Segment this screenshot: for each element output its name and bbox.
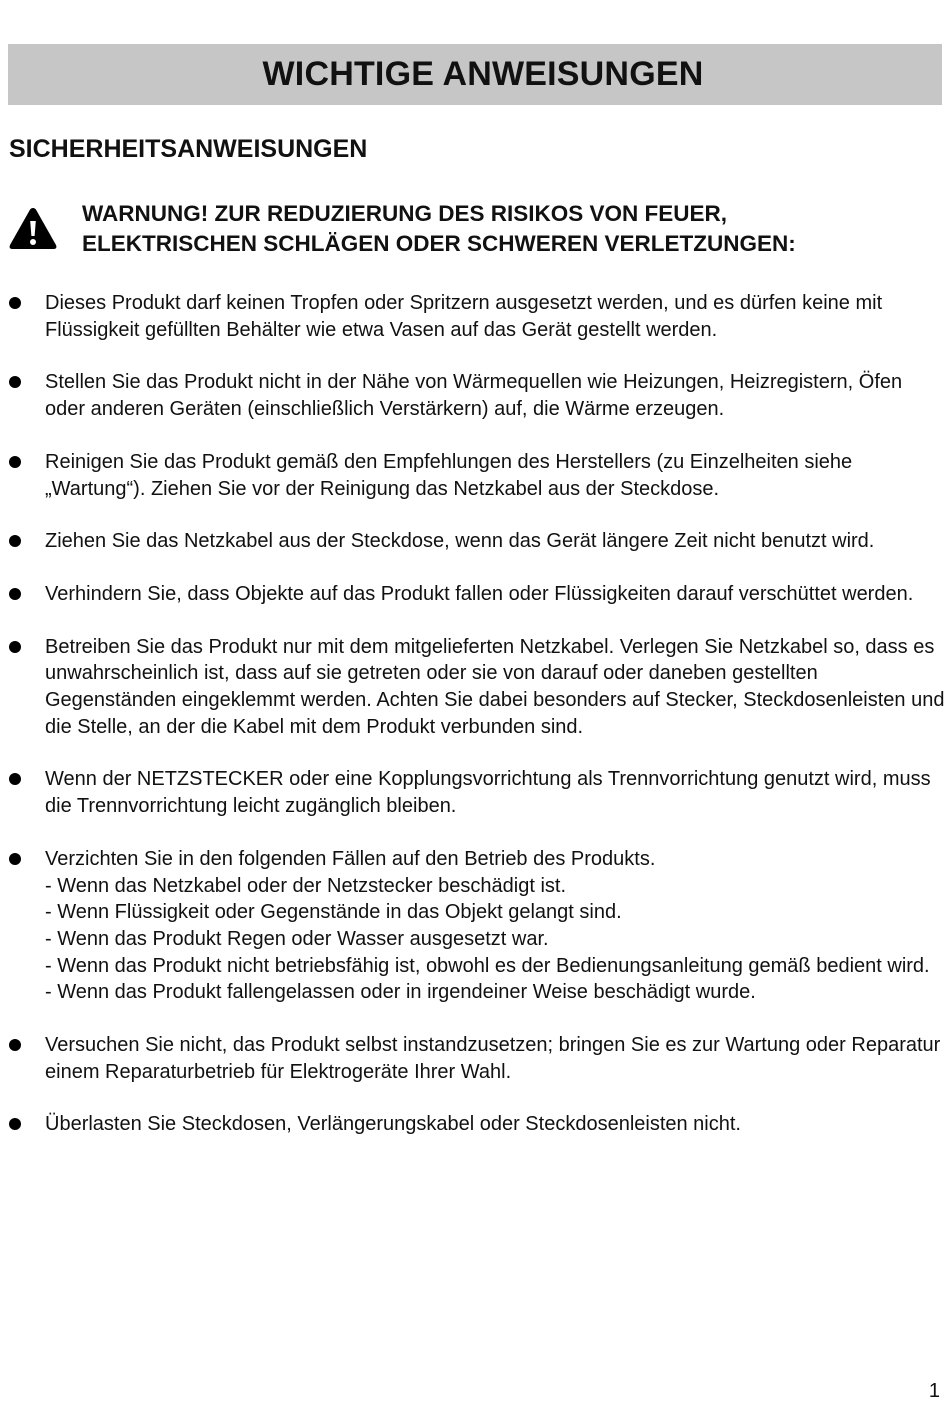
- list-item-text: Wenn der NETZSTECKER oder eine Kopplungsvorrichtung als Trennvorrichtung genutzt wird, muss die Trennvorrichtung leicht zugänglich bleiben.: [45, 768, 931, 818]
- warning-text: [82, 199, 796, 259]
- list-item: [0, 581, 950, 608]
- list-item-text: Stellen Sie das Produkt nicht in der Nähe von Wärmequellen wie Heizungen, Heizregistern, Öfen oder anderen Geräten (einschließlich Verstärkern) auf, die Wärme erzeugen.: [45, 371, 903, 421]
- warning-triangle-icon: [8, 205, 58, 251]
- bullet-icon: [9, 641, 21, 653]
- list-item-text: Ziehen Sie das Netzkabel aus der Steckdose, wenn das Gerät längere Zeit nicht benutzt wird.: [45, 530, 875, 553]
- list-item: [0, 369, 950, 422]
- list-item-text: Überlasten Sie Steckdosen, Verlängerungskabel oder Steckdosenleisten nicht.: [45, 1113, 741, 1136]
- list-item: [0, 1032, 950, 1085]
- bullet-icon: [9, 1118, 21, 1130]
- sub-list-item: - Wenn das Produkt Regen oder Wasser ausgesetzt war.: [45, 927, 549, 950]
- bullet-icon: [9, 376, 21, 388]
- warning-line-1: WARNUNG! ZUR REDUZIERUNG DES RISIKOS VON FEUER,: [82, 201, 728, 226]
- list-item-text: Reinigen Sie das Produkt gemäß den Empfehlungen des Herstellers (zu Einzelheiten siehe „Wartung“). Ziehen Sie vor der Reinigung das Netzkabel aus der Steckdose.: [45, 450, 853, 500]
- sub-list-item: - Wenn Flüssigkeit oder Gegenstände in das Objekt gelangt sind.: [45, 901, 622, 924]
- list-item-text: Verzichten Sie in den folgenden Fällen auf den Betrieb des Produkts.: [45, 847, 656, 870]
- sub-list-item: - Wenn das Produkt nicht betriebsfähig ist, obwohl es der Bedienungsanleitung gemäß bedient wird.: [45, 954, 930, 977]
- bullet-icon: [9, 773, 21, 785]
- bullet-icon: [9, 853, 21, 865]
- bullet-icon: [9, 297, 21, 309]
- safety-instructions-list: [0, 290, 950, 1164]
- list-item: [0, 449, 950, 502]
- list-item: [0, 290, 950, 343]
- list-item: [0, 846, 950, 1006]
- list-item-text: Versuchen Sie nicht, das Produkt selbst instandzusetzen; bringen Sie es zur Wartung oder Reparatur einem Reparaturbetrieb für Elektrogeräte Ihrer Wahl.: [45, 1034, 941, 1083]
- bullet-icon: [9, 456, 21, 468]
- list-item-text: Dieses Produkt darf keinen Tropfen oder Spritzern ausgesetzt werden, und es dürfen keine mit Flüssigkeit gefüllten Behälter wie etwa Vasen auf das Gerät gestellt werden.: [45, 292, 883, 341]
- sub-list-item: - Wenn das Produkt fallengelassen oder in irgendeiner Weise beschädigt wurde.: [45, 981, 756, 1004]
- title-bar: [8, 44, 942, 105]
- list-item: [0, 528, 950, 555]
- list-item: [0, 766, 950, 819]
- bullet-icon: [9, 588, 21, 600]
- sub-list-item: - Wenn das Netzkabel oder der Netzstecker beschädigt ist.: [45, 874, 566, 897]
- list-item: [0, 634, 950, 741]
- page-number: 1: [928, 1380, 940, 1402]
- bullet-icon: [9, 1039, 21, 1051]
- page-title: WICHTIGE ANWEISUNGEN: [262, 55, 704, 93]
- section-title: SICHERHEITSANWEISUNGEN: [9, 135, 368, 163]
- list-item-text: Verhindern Sie, dass Objekte auf das Produkt fallen oder Flüssigkeiten darauf verschüttet werden.: [45, 582, 914, 605]
- sub-list: [45, 873, 946, 1007]
- bullet-icon: [9, 535, 21, 547]
- list-item: [0, 1111, 950, 1138]
- list-item-text: Betreiben Sie das Produkt nur mit dem mitgelieferten Netzkabel. Verlegen Sie Netzkabel so, dass es unwahrscheinlich ist, dass auf sie getreten oder sie von darauf oder daneben gestellten Gegenständen eingeklemmt werden. Achten Sie dabei besonders auf Stecker, Steckdosenleisten und die Stelle, an der die Kabel mit dem Produkt verbunden sind.: [45, 635, 945, 738]
- warning-line-2: ELEKTRISCHEN SCHLÄGEN ODER SCHWEREN VERLETZUNGEN:: [82, 231, 796, 256]
